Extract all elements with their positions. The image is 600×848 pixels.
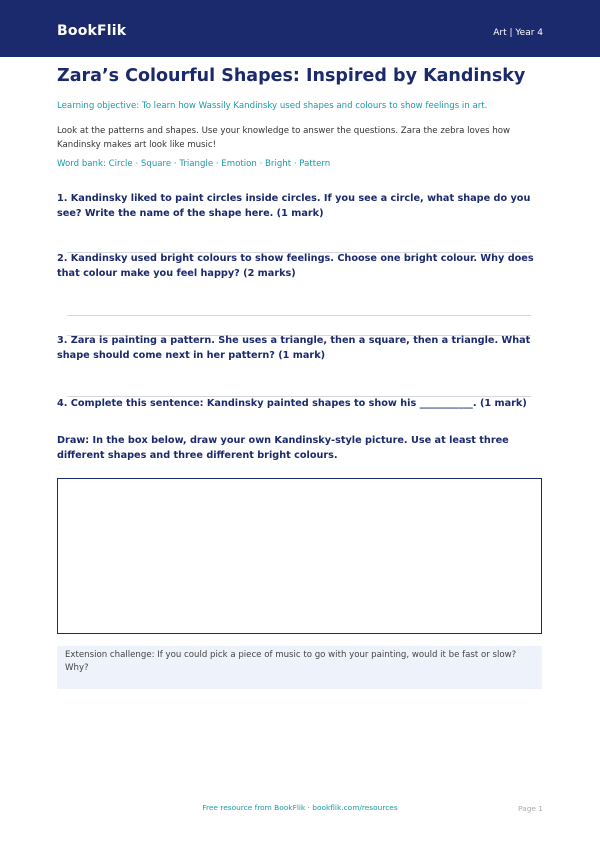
- question-2: 2. Kandinsky used bright colours to show feelings. Choose one bright colour. Why does that colour make you feel happy? (2 marks): [57, 253, 534, 279]
- answer-line-2[interactable]: [67, 315, 531, 316]
- intro-text: Look at the patterns and shapes. Use your knowledge to answer the questions. Zara the zebra loves how Kandinsky makes art look like music!: [57, 126, 511, 150]
- extension-challenge-text: Extension challenge: If you could pick a piece of music to go with your painting, would it be fast or slow? Why?: [65, 650, 517, 673]
- brand-logo[interactable]: BookFlik: [57, 23, 127, 39]
- worksheet-title: Zara’s Colourful Shapes: Inspired by Kandinsky: [57, 66, 526, 86]
- header-bar: [0, 0, 600, 57]
- word-bank: Word bank: Circle · Square · Triangle · Emotion · Bright · Pattern: [57, 159, 331, 169]
- learning-objective: Learning objective: To learn how Wassily Kandinsky used shapes and colours to show feelings in art.: [57, 101, 488, 111]
- extension-challenge: [57, 646, 542, 689]
- question-4: 4. Complete this sentence: Kandinsky painted shapes to show his ___________. (1 mark): [57, 398, 527, 409]
- question-3: 3. Zara is painting a pattern. She uses a triangle, then a square, then a triangle. What shape should come next in her pattern? (1 mark): [57, 335, 531, 361]
- draw-task-instructions: Draw: In the box below, draw your own Kandinsky-style picture. Use at least three different shapes and three different bright colours.: [57, 435, 509, 461]
- subject-year-label: Art | Year 4: [493, 28, 543, 38]
- page-number: Page 1: [518, 804, 543, 813]
- footer-credit[interactable]: Free resource from BookFlik · bookflik.com/resources: [202, 803, 398, 812]
- question-1: 1. Kandinsky liked to paint circles inside circles. If you see a circle, what shape do you see? Write the name of the shape here. (1 mark): [57, 193, 531, 219]
- drawing-box[interactable]: [57, 478, 542, 634]
